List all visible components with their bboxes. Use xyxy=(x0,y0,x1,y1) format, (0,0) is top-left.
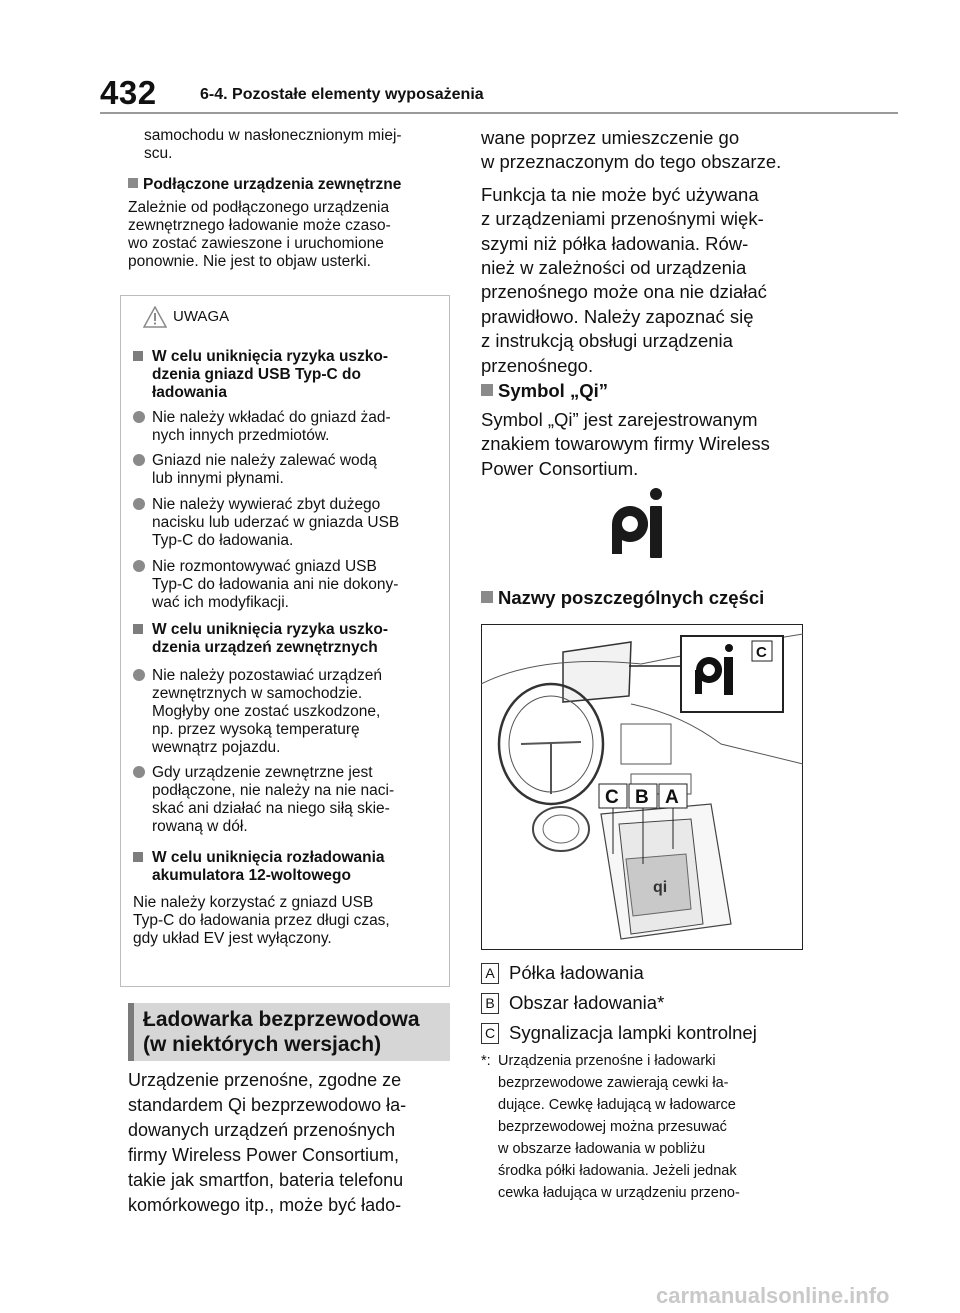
text-line: Gdy urządzenie zewnętrzne jest xyxy=(152,764,373,781)
callout-a: A xyxy=(665,787,679,808)
text-line: Typ-C do ładowania przez długi czas, xyxy=(133,912,390,929)
text-line: gdy układ EV jest wyłączony. xyxy=(133,930,332,947)
text-line: standardem Qi bezprzewodowo ła- xyxy=(128,1095,407,1115)
text-line: przenośnego. xyxy=(481,354,594,376)
legend-item xyxy=(481,988,811,1018)
warning-subheading xyxy=(133,621,445,657)
text-line: środka półki ładowania. Jeżeli jednak xyxy=(498,1163,737,1179)
text-line: Typ-C do ładowania ani nie dokony- xyxy=(152,576,399,593)
text-line: bezprzewodowej można przesuwać xyxy=(498,1119,727,1135)
parts-heading xyxy=(481,587,801,609)
text-line: Nie rozmontowywać gniazd USB xyxy=(152,558,377,575)
bullet-dot-icon xyxy=(133,560,145,572)
text-line: komórkowego itp., może być łado- xyxy=(128,1195,402,1215)
text-line: wać ich modyfikacji. xyxy=(152,594,289,611)
legend-key: A xyxy=(481,963,499,984)
square-bullet-icon xyxy=(133,852,143,862)
text-line: scu. xyxy=(144,145,173,162)
footnote-mark: *: xyxy=(481,1053,491,1069)
watermark: carmanualsonline.info xyxy=(656,1283,890,1308)
right-paragraph-1 xyxy=(481,126,801,378)
text-line: takie jak smartfon, bateria telefonu xyxy=(128,1170,404,1190)
text-line: Power Consortium. xyxy=(481,457,639,479)
text-line: w przeznaczonym do tego obszarze. xyxy=(481,151,782,173)
heading-text: Nazwy poszczególnych części xyxy=(498,587,765,608)
text-line: dzenia gniazd USB Typ-C do xyxy=(152,366,361,383)
text-line: Mogłyby one zostać uszkodzone, xyxy=(152,703,381,720)
callout-b: B xyxy=(635,787,649,808)
text-line: cewka ładująca w urządzeniu przeno- xyxy=(498,1185,740,1201)
text-line: samochodu w nasłonecznionym miej- xyxy=(144,127,402,144)
text-line: wo zostać zawieszone i uruchomione xyxy=(128,235,384,252)
intro-text xyxy=(144,127,444,163)
text-line: zewnętrznego ładowanie może czaso- xyxy=(128,217,391,234)
text-line: Nie należy wywierać zbyt dużego xyxy=(152,496,381,513)
warning-box xyxy=(120,295,450,987)
text-line: firmy Wireless Power Consortium, xyxy=(128,1145,400,1165)
text-line: dujące. Cewkę ładującą w ładowarce xyxy=(498,1097,736,1113)
legend-key: B xyxy=(481,993,499,1014)
text-line: przenośnego może ona nie działać xyxy=(481,281,767,303)
section-heading-bar xyxy=(128,1003,134,1061)
legend-text: Sygnalizacja lampki kontrolnej xyxy=(509,1022,757,1043)
text-line: Nie należy pozostawiać urządzeń xyxy=(152,667,383,684)
legend-key: C xyxy=(481,1023,499,1044)
text-line: Urządzenie przenośne, zgodne ze xyxy=(128,1070,402,1090)
text-line: zewnętrznych w samochodzie. xyxy=(152,685,363,702)
text-line: skać ani działać na niego siłą skie- xyxy=(152,800,390,817)
warning-bullet xyxy=(133,496,445,550)
text-line: bezprzewodowe zawierają cewki ła- xyxy=(498,1075,729,1091)
text-line: prawidłowo. Należy zapoznać się xyxy=(481,305,754,327)
text-line: dzenia urządzeń zewnętrznych xyxy=(152,639,378,656)
callout-c: C xyxy=(605,787,619,808)
text-line: nacisku lub uderzać w gniazda USB xyxy=(152,514,400,531)
text-line: w obszarze ładowania w pobliżu xyxy=(498,1141,706,1157)
page-number: 432 xyxy=(100,74,157,111)
warning-subheading xyxy=(133,849,445,885)
qi-heading xyxy=(481,380,801,402)
text-line: ponownie. Nie jest to objaw usterki. xyxy=(128,253,371,270)
qi-logo-icon xyxy=(600,484,680,566)
heading-line: (w niektórych wersjach) xyxy=(143,1033,382,1056)
footnote xyxy=(498,1050,808,1204)
text-line: z urządzeniami przenośnymi więk- xyxy=(481,208,764,230)
legend-item xyxy=(481,1018,811,1048)
bullet-dot-icon xyxy=(133,669,145,681)
text-line: rowaną w dół. xyxy=(152,818,248,835)
svg-text:qi: qi xyxy=(653,879,668,896)
text-line: wewnątrz pojazdu. xyxy=(152,739,281,756)
text-line: akumulatora 12-woltowego xyxy=(152,867,351,884)
heading-text: Podłączone urządzenia zewnętrzne xyxy=(143,176,402,193)
bullet-dot-icon xyxy=(133,498,145,510)
warning-bullet xyxy=(133,409,445,445)
square-bullet-icon xyxy=(133,351,143,361)
legend-text: Obszar ładowania* xyxy=(509,992,665,1013)
text-line: szymi niż półka ładowania. Rów- xyxy=(481,232,749,254)
text-line: podłączone, nie należy na nie naci- xyxy=(152,782,395,799)
warning-bullet xyxy=(133,452,445,488)
text-line: Nie należy korzystać z gniazd USB xyxy=(133,894,374,911)
warning-triangle-icon xyxy=(143,306,167,328)
text-line: lub innymi płynami. xyxy=(152,470,284,487)
text-line: Funkcja ta nie może być używana xyxy=(481,183,759,205)
text-line: wane poprzez umieszczenie go xyxy=(481,127,740,148)
qi-text xyxy=(481,408,801,481)
text-line: W celu uniknięcia ryzyka uszko- xyxy=(152,348,389,365)
square-bullet-icon xyxy=(133,624,143,634)
section-heading xyxy=(143,1007,443,1057)
heading-line: Ładowarka bezprzewodowa xyxy=(143,1008,420,1031)
text-line: z instrukcją obsługi urządzenia xyxy=(481,330,733,352)
text-line: ładowania xyxy=(152,384,227,401)
wireless-charger-intro xyxy=(128,1068,450,1218)
warning-bullet xyxy=(133,667,445,757)
warning-tail-text xyxy=(133,894,445,948)
heading-text: Symbol „Qi” xyxy=(498,380,608,401)
bullet-dot-icon xyxy=(133,411,145,423)
ext-devices-heading xyxy=(128,176,450,194)
header-divider xyxy=(100,112,898,114)
charger-illustration xyxy=(481,624,803,950)
warning-subheading xyxy=(133,348,445,402)
legend-item xyxy=(481,958,811,988)
square-bullet-icon xyxy=(128,178,138,188)
square-bullet-icon xyxy=(481,384,493,396)
square-bullet-icon xyxy=(481,591,493,603)
text-line: nych innych przedmiotów. xyxy=(152,427,330,444)
text-line: Gniazd nie należy zalewać wodą xyxy=(152,452,377,469)
warning-bullet xyxy=(133,764,445,836)
text-line: dowanych urządzeń przenośnych xyxy=(128,1120,396,1140)
text-line: Urządzenia przenośne i ładowarki xyxy=(498,1053,716,1069)
text-line: W celu uniknięcia ryzyka uszko- xyxy=(152,621,389,638)
warning-bullet xyxy=(133,558,445,612)
text-line: Symbol „Qi” jest zarejestrowanym xyxy=(481,409,758,430)
bullet-dot-icon xyxy=(133,766,145,778)
section-title: 6-4. Pozostałe elementy wyposażenia xyxy=(200,86,484,103)
legend-text: Półka ładowania xyxy=(509,962,644,983)
bullet-dot-icon xyxy=(133,454,145,466)
text-line: W celu uniknięcia rozładowania xyxy=(152,849,385,866)
parts-legend xyxy=(481,958,811,1048)
callout-c-inset: C xyxy=(756,644,767,661)
ext-devices-text xyxy=(128,199,450,271)
text-line: Zależnie od podłączonego urządzenia xyxy=(128,199,390,216)
text-line: nież w zależności od urządzenia xyxy=(481,257,747,279)
text-line: Nie należy wkładać do gniazd żad- xyxy=(152,409,391,426)
warning-header xyxy=(121,296,449,334)
text-line: Typ-C do ładowania. xyxy=(152,532,294,549)
text-line: znakiem towarowym firmy Wireless xyxy=(481,433,770,455)
warning-title: UWAGA xyxy=(173,308,230,325)
text-line: np. przez wysoką temperaturę xyxy=(152,721,360,738)
